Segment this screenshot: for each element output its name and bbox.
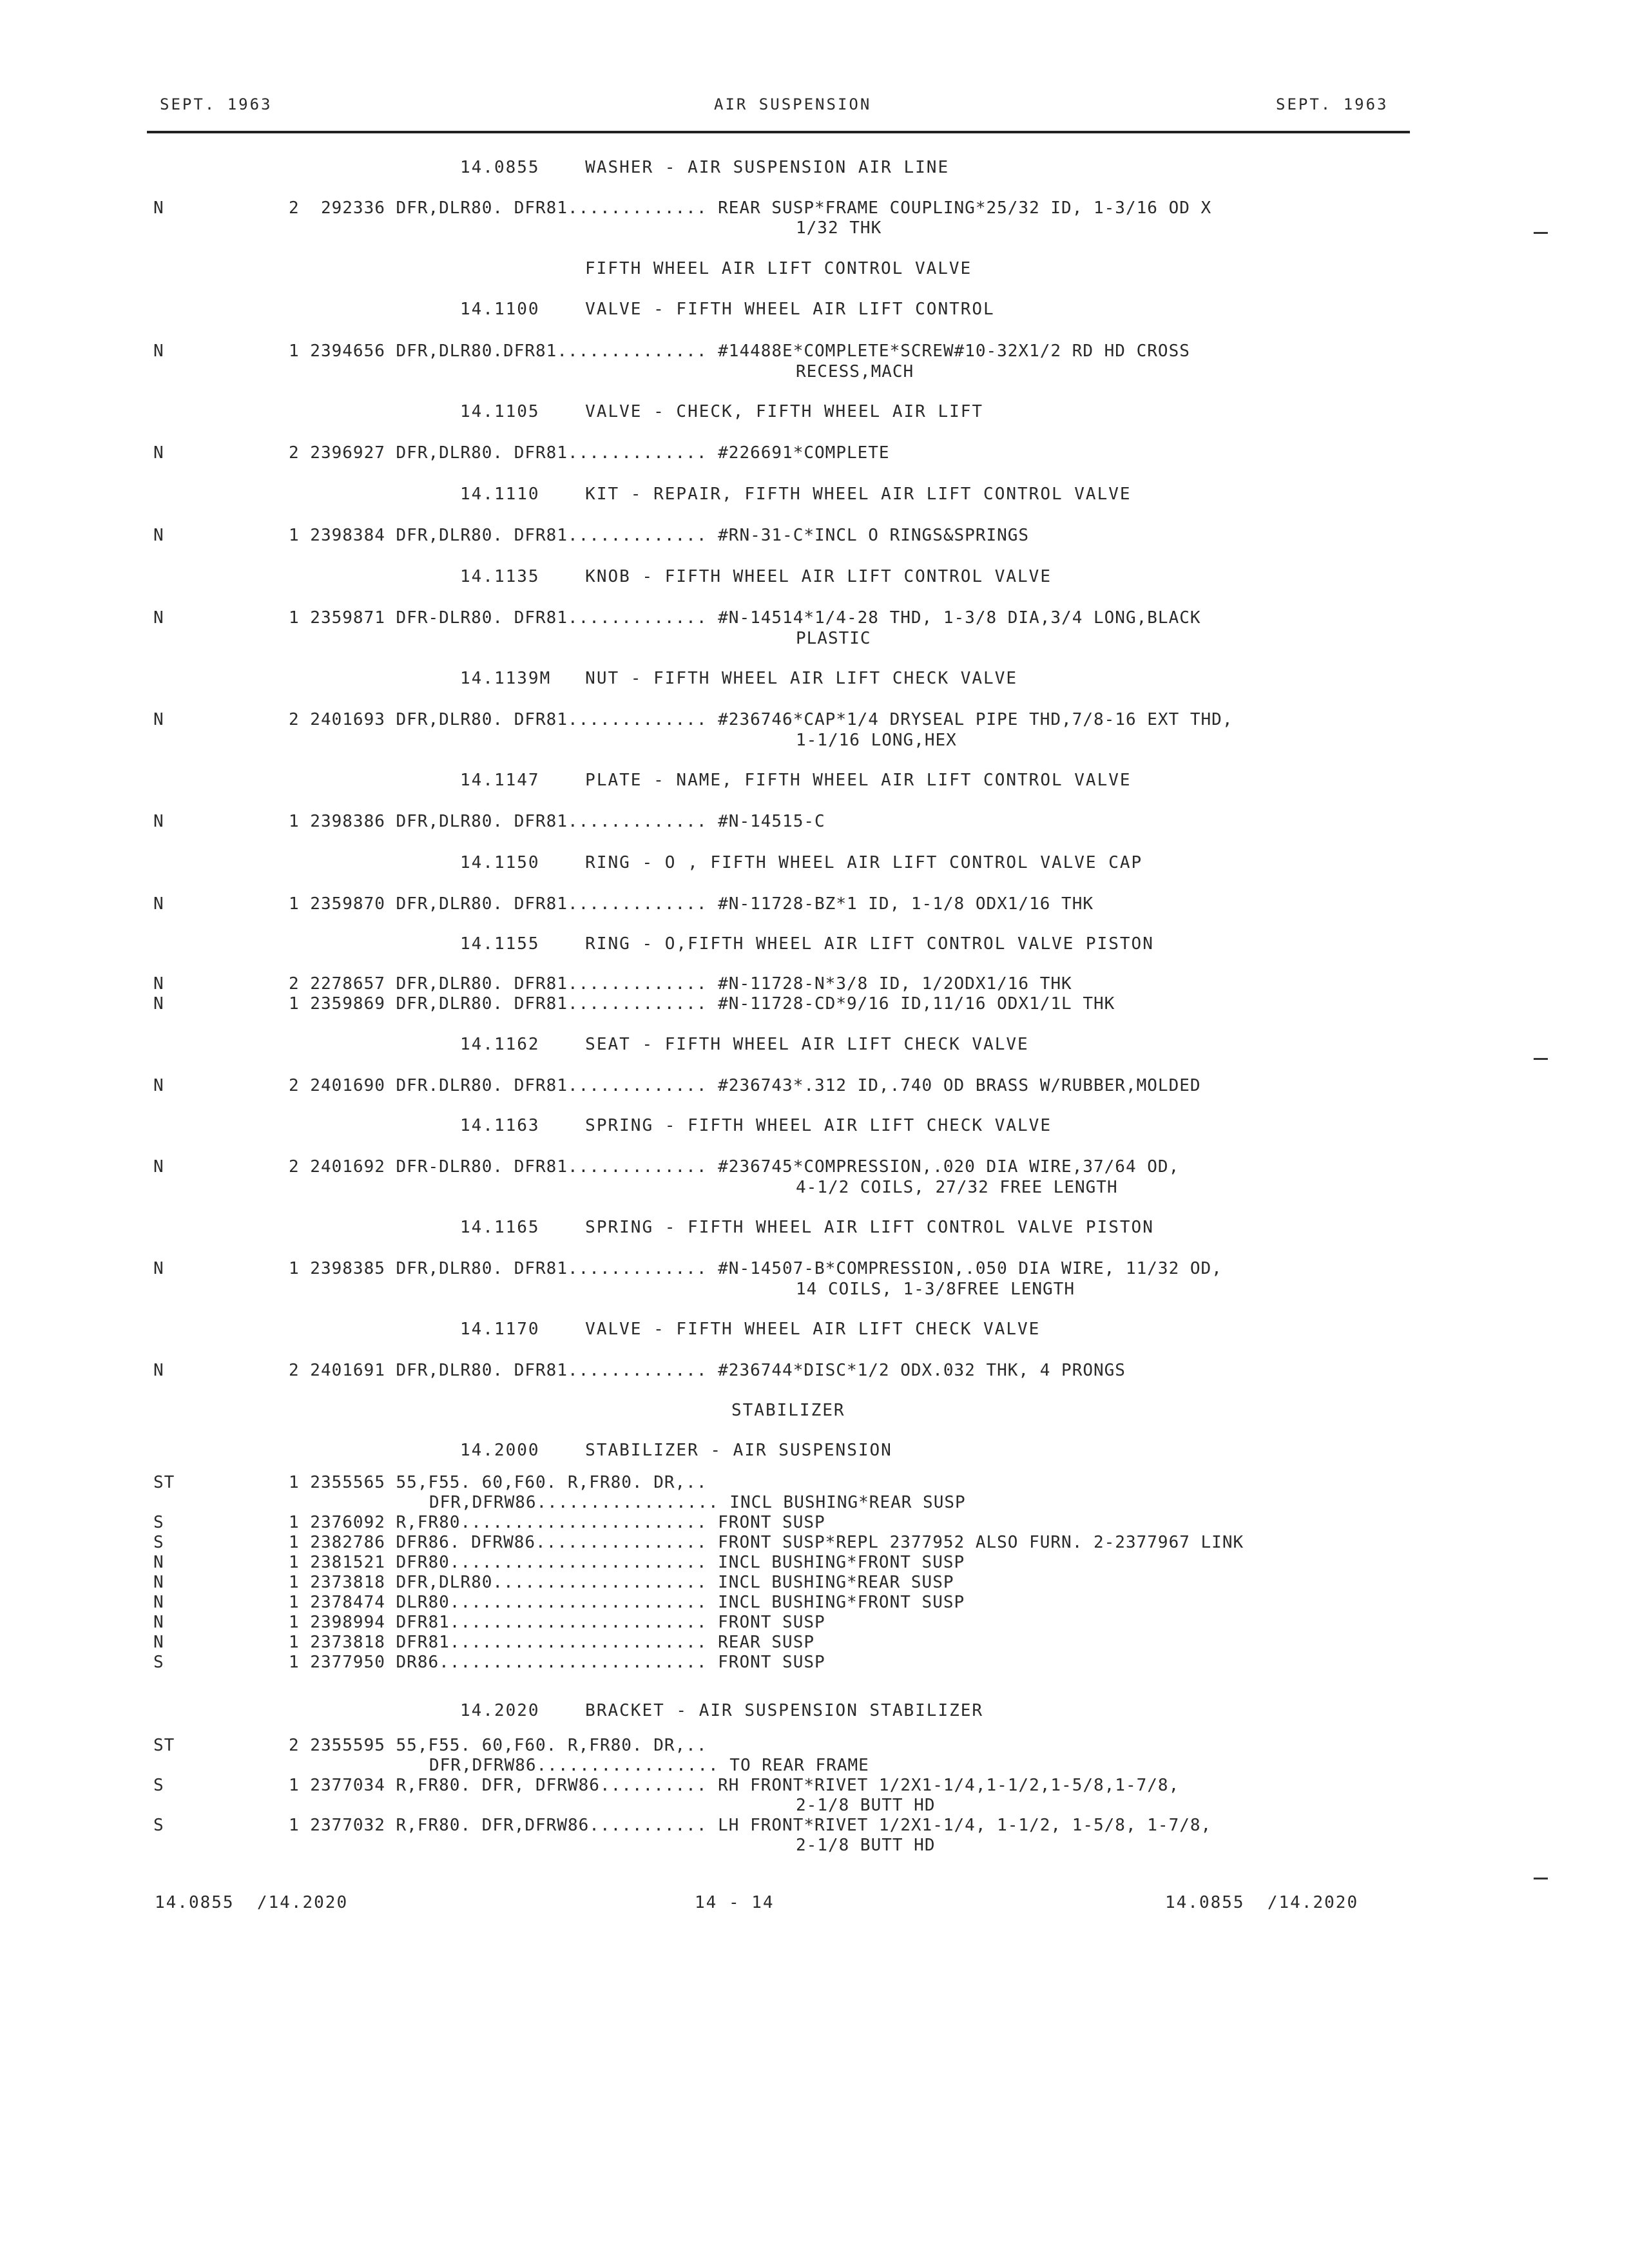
row-flag: N <box>153 812 164 831</box>
part-row: 1 2377032 R,FR80. DFR,DFRW86........... LH FRONT*RIVET 1/2X1-1/4, 1-1/2, 1-5/8, 1-7/8, <box>289 1816 1212 1835</box>
item-heading: 14.1162 SEAT - FIFTH WHEEL AIR LIFT CHECK VALVE <box>460 1035 1029 1054</box>
item-heading: 14.1105 VALVE - CHECK, FIFTH WHEEL AIR LIFT <box>460 402 984 421</box>
part-row-continuation: DFR,DFRW86................. TO REAR FRAME <box>429 1756 869 1775</box>
part-row: 1 2394656 DFR,DLR80.DFR81.............. #14488E*COMPLETE*SCREW#10-32X1/2 RD HD CROSS <box>289 341 1190 361</box>
part-row: 2 2396927 DFR,DLR80. DFR81............. #226691*COMPLETE <box>289 443 890 463</box>
part-row-continuation: RECESS,MACH <box>796 362 914 381</box>
row-flag: S <box>153 1533 164 1552</box>
row-flag: S <box>153 1513 164 1532</box>
part-row: 1 2359869 DFR,DLR80. DFR81............. #N-11728-CD*9/16 ID,11/16 ODX1/1L THK <box>289 994 1115 1014</box>
part-row: 1 2398385 DFR,DLR80. DFR81............. #N-14507-B*COMPRESSION,.050 DIA WIRE, 11/32 OD, <box>289 1259 1222 1278</box>
part-row-continuation: DFR,DFRW86................. INCL BUSHING*REAR SUSP <box>429 1493 966 1512</box>
part-row: 1 2377034 R,FR80. DFR, DFRW86.......... RH FRONT*RIVET 1/2X1-1/4,1-1/2,1-5/8,1-7/8, <box>289 1776 1180 1795</box>
item-heading: 14.1165 SPRING - FIFTH WHEEL AIR LIFT CONTROL VALVE PISTON <box>460 1218 1154 1237</box>
part-row: 2 2401693 DFR,DLR80. DFR81............. #236746*CAP*1/4 DRYSEAL PIPE THD,7/8-16 EXT THD, <box>289 710 1233 729</box>
item-heading: 14.1100 VALVE - FIFTH WHEEL AIR LIFT CONTROL <box>460 300 995 319</box>
row-flag: ST <box>153 1473 175 1492</box>
row-flag: S <box>153 1653 164 1672</box>
row-flag: N <box>153 974 164 994</box>
part-row: 2 292336 DFR,DLR80. DFR81............. REAR SUSP*FRAME COUPLING*25/32 ID, 1-3/16 OD X <box>289 198 1212 218</box>
row-flag: N <box>153 443 164 463</box>
part-row: 1 2373818 DFR,DLR80.................... INCL BUSHING*REAR SUSP <box>289 1573 954 1592</box>
part-row: 1 2398994 DFR81........................ FRONT SUSP <box>289 1613 825 1632</box>
row-flag: S <box>153 1816 164 1835</box>
part-row: 1 2398386 DFR,DLR80. DFR81............. #N-14515-C <box>289 812 825 831</box>
row-flag: N <box>153 1573 164 1592</box>
part-row: 1 2359871 DFR-DLR80. DFR81............. #N-14514*1/4-28 THD, 1-3/8 DIA,3/4 LONG,BLACK <box>289 608 1201 628</box>
footer-range-left: 14.0855 /14.2020 <box>155 1893 349 1912</box>
part-row-continuation: 4-1/2 COILS, 27/32 FREE LENGTH <box>796 1178 1118 1197</box>
row-flag: N <box>153 1613 164 1632</box>
row-flag: N <box>153 994 164 1014</box>
part-row-continuation: 14 COILS, 1-3/8FREE LENGTH <box>796 1280 1075 1299</box>
row-flag: N <box>153 1157 164 1177</box>
item-heading: 14.2000 STABILIZER - AIR SUSPENSION <box>460 1441 892 1460</box>
part-row-continuation: 2-1/8 BUTT HD <box>796 1836 936 1855</box>
row-flag: N <box>153 1633 164 1652</box>
header-title: AIR SUSPENSION <box>714 95 872 113</box>
row-flag: ST <box>153 1736 175 1755</box>
part-row-continuation: PLASTIC <box>796 629 871 648</box>
row-flag: N <box>153 198 164 218</box>
margin-change-mark <box>1534 1058 1548 1060</box>
item-heading: 14.1110 KIT - REPAIR, FIFTH WHEEL AIR LIFT CONTROL VALVE <box>460 485 1132 504</box>
row-flag: N <box>153 710 164 729</box>
footer-range-right: 14.0855 /14.2020 <box>1165 1893 1359 1912</box>
section-title: STABILIZER <box>731 1401 845 1420</box>
item-heading: 14.1155 RING - O,FIFTH WHEEL AIR LIFT CONTROL VALVE PISTON <box>460 934 1154 954</box>
part-row: 1 2378474 DLR80........................ INCL BUSHING*FRONT SUSP <box>289 1593 965 1612</box>
part-row: 1 2381521 DFR80........................ INCL BUSHING*FRONT SUSP <box>289 1553 965 1572</box>
part-row: 2 2355595 55,F55. 60,F60. R,FR80. DR,.. <box>289 1736 708 1755</box>
part-row-continuation: 2-1/8 BUTT HD <box>796 1796 936 1815</box>
header-date-right: SEPT. 1963 <box>1276 95 1389 113</box>
part-row-continuation: 1-1/16 LONG,HEX <box>796 731 957 750</box>
header-date-left: SEPT. 1963 <box>160 95 273 113</box>
item-heading: 14.1170 VALVE - FIFTH WHEEL AIR LIFT CHECK VALVE <box>460 1320 1041 1339</box>
row-flag: N <box>153 1593 164 1612</box>
part-row: 1 2355565 55,F55. 60,F60. R,FR80. DR,.. <box>289 1473 708 1492</box>
margin-change-mark <box>1534 232 1548 234</box>
item-heading: 14.1163 SPRING - FIFTH WHEEL AIR LIFT CHECK VALVE <box>460 1116 1052 1135</box>
part-row: 2 2401692 DFR-DLR80. DFR81............. #236745*COMPRESSION,.020 DIA WIRE,37/64 OD, <box>289 1157 1180 1177</box>
part-row-continuation: 1/32 THK <box>796 218 882 238</box>
footer-page-number: 14 - 14 <box>695 1893 775 1912</box>
row-flag: N <box>153 526 164 545</box>
row-flag: S <box>153 1776 164 1795</box>
part-row: 1 2359870 DFR,DLR80. DFR81............. #N-11728-BZ*1 ID, 1-1/8 ODX1/16 THK <box>289 894 1094 914</box>
part-row: 2 2401691 DFR,DLR80. DFR81............. #236744*DISC*1/2 ODX.032 THK, 4 PRONGS <box>289 1361 1126 1380</box>
row-flag: N <box>153 894 164 914</box>
item-heading: 14.1150 RING - O , FIFTH WHEEL AIR LIFT CONTROL VALVE CAP <box>460 853 1143 872</box>
part-row: 2 2401690 DFR.DLR80. DFR81............. #236743*.312 ID,.740 OD BRASS W/RUBBER,MOLDED <box>289 1076 1201 1095</box>
margin-change-mark <box>1534 1878 1548 1879</box>
row-flag: N <box>153 341 164 361</box>
part-row: 1 2382786 DFR86. DFRW86................ FRONT SUSP*REPL 2377952 ALSO FURN. 2-2377967 LINK <box>289 1533 1244 1552</box>
part-row: 1 2377950 DR86......................... FRONT SUSP <box>289 1653 825 1672</box>
header-rule <box>147 131 1410 133</box>
part-row: 2 2278657 DFR,DLR80. DFR81............. #N-11728-N*3/8 ID, 1/2ODX1/16 THK <box>289 974 1072 994</box>
part-row: 1 2376092 R,FR80....................... FRONT SUSP <box>289 1513 825 1532</box>
row-flag: N <box>153 608 164 628</box>
item-heading: 14.1139M NUT - FIFTH WHEEL AIR LIFT CHECK VALVE <box>460 669 1018 688</box>
section-title: FIFTH WHEEL AIR LIFT CONTROL VALVE <box>585 259 972 278</box>
part-row: 1 2398384 DFR,DLR80. DFR81............. #RN-31-C*INCL O RINGS&SPRINGS <box>289 526 1030 545</box>
part-row: 1 2373818 DFR81........................ REAR SUSP <box>289 1633 815 1652</box>
row-flag: N <box>153 1259 164 1278</box>
item-heading: 14.2020 BRACKET - AIR SUSPENSION STABILIZER <box>460 1701 984 1720</box>
item-heading: 14.1135 KNOB - FIFTH WHEEL AIR LIFT CONTROL VALVE <box>460 567 1052 586</box>
item-heading: 14.1147 PLATE - NAME, FIFTH WHEEL AIR LIFT CONTROL VALVE <box>460 771 1132 790</box>
item-heading: 14.0855 WASHER - AIR SUSPENSION AIR LINE <box>460 158 950 177</box>
row-flag: N <box>153 1553 164 1572</box>
row-flag: N <box>153 1361 164 1380</box>
row-flag: N <box>153 1076 164 1095</box>
